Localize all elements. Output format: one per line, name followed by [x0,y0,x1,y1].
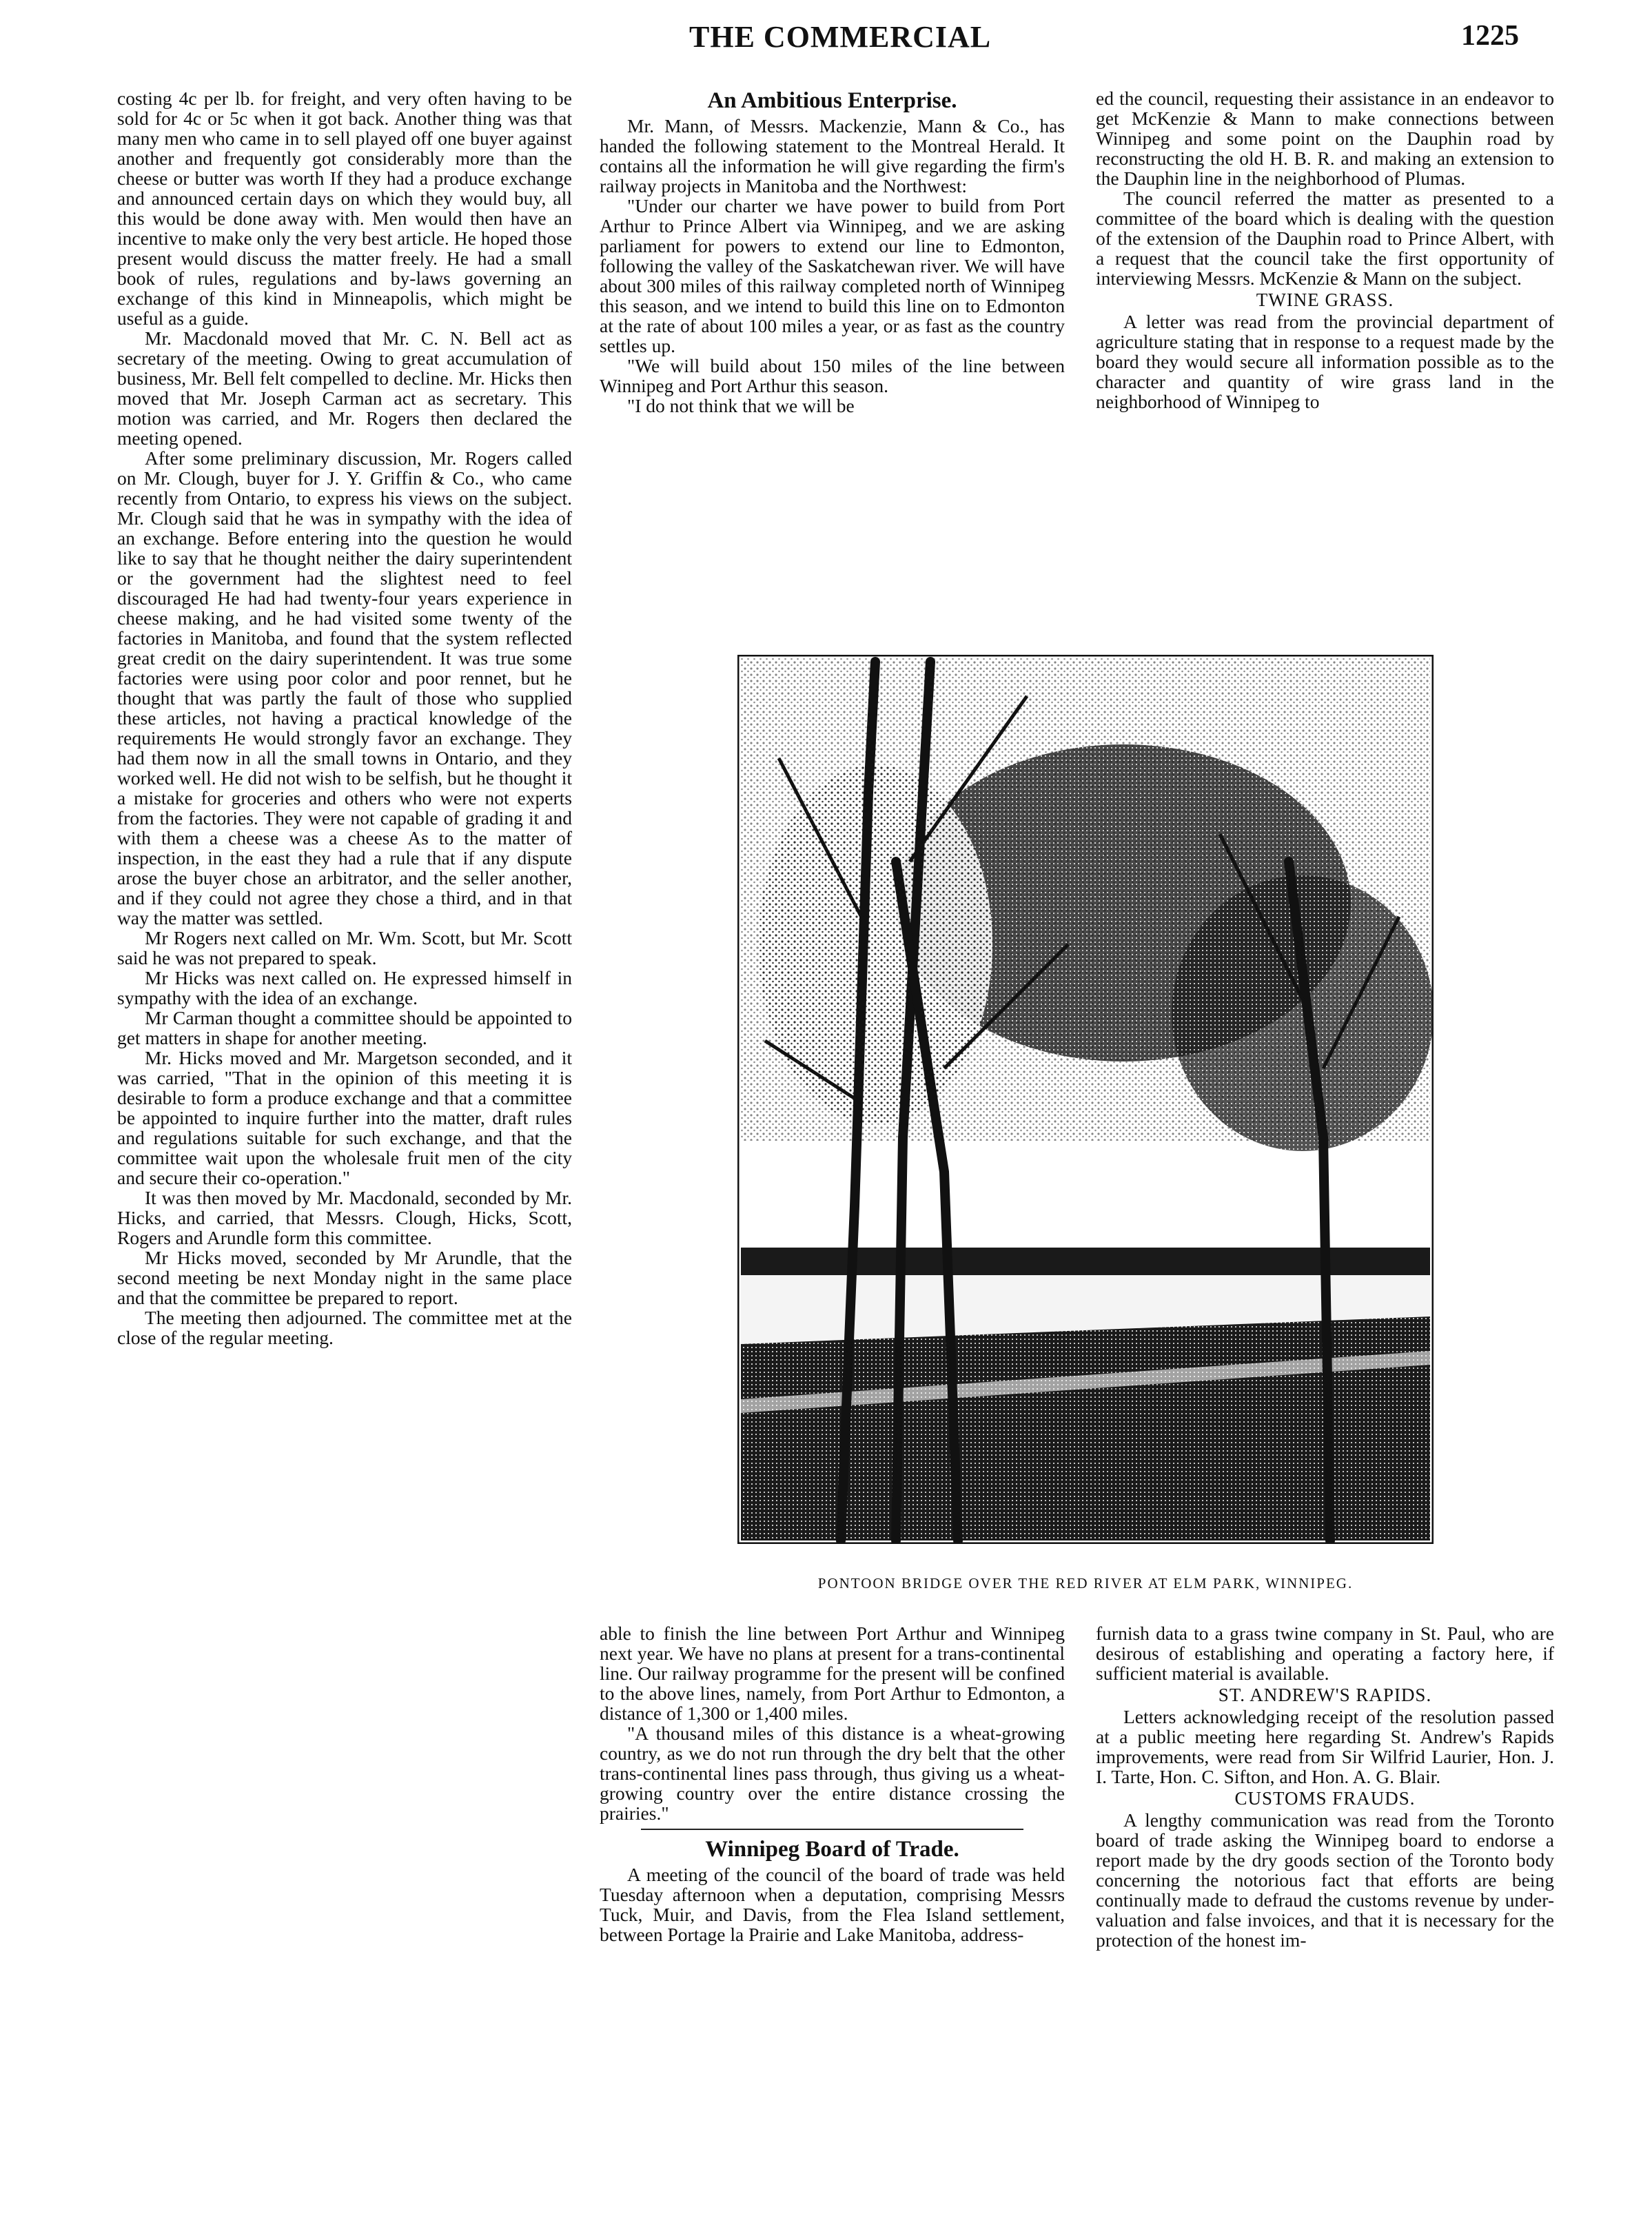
column-2-top [600,88,1065,416]
photo-illustration [737,655,1434,1544]
publication-title: THE COMMERCIAL [689,20,992,54]
paragraph: After some preliminary discussion, Mr. Rogers called on Mr. Clough, buyer for J. Y. Griffin & Co., who came recently from Ontario, to express his views on the subject. Mr. Clough said that he was in sympathy with the idea of an exchange. Before entering into the question he would like to say that he thought neither the dairy superintendent or the government had the slightest need to feel discouraged He had had twenty-four years experience in cheese making, and he had visited some twenty of the factories in Manitoba, and found that the system reflected great credit on the dairy superintendent. It was true some factories were using poor color and poor rennet, but he thought that was partly the fault of those who supplied these articles, not having a practical knowledge of the requirements He would strongly favor an exchange. They had them now in all the small towns in Ontario, and they worked well. He did not wish to be selfish, but he thought it a mistake for groceries and others who were not experts from the factories. They were not capable of grading it and with them a cheese was a cheese As to the matter of inspection, in the east they had a rule that if any dispute arose the buyer chose an arbitrator, and the seller another, and if they could not agree they chose a third, and in that way the matter was settled. [117,447,572,928]
photo-caption: PONTOON BRIDGE OVER THE RED RIVER AT ELM PARK, WINNIPEG. [817,1575,1354,1592]
paragraph: It was then moved by Mr. Macdonald, seconded by Mr. Hicks, and carried, that Messrs. Clough, Hicks, Scott, Rogers and Arundle form this committee. [117,1187,572,1248]
paragraph: Mr. Hicks moved and Mr. Margetson seconded, and it was carried, "That in the opinion of this meeting it is desirable to form a produce exchange and that a committee be appointed to inquire further into the matter, draft rules and regulations suitable for such exchange, and that the committee wait upon the wholesale fruit men of the city and secure their co-operation." [117,1047,572,1188]
article-heading: An Ambitious Enterprise. [707,88,957,113]
section-heading: ST. ANDREW'S RAPIDS. [1218,1685,1432,1705]
paragraph: ed the council, requesting their assistance in an endeavor to get McKenzie & Mann to make connections between Winnipeg and some point on the Dauphin road by reconstructing the old H. B. R. and making an extension to the Dauphin line in the neighborhood of Plumas. [1096,88,1554,189]
paragraph: The council referred the matter as presented to a committee of the board which is dealing with the question of the extension of the Dauphin road to Prince Albert, with a request that the council take the first opportunity of interviewing Messrs. McKenzie & Mann on the subject. [1096,187,1554,289]
paragraph: "A thousand miles of this distance is a wheat-growing country, as we do not run through the dry belt that the other trans-continental lines pass through, thus giving us a wheat-growing country over the entire distance crossing the prairies." [600,1722,1065,1824]
article-heading: Winnipeg Board of Trade. [705,1837,959,1862]
section-heading: TWINE GRASS. [1256,289,1394,310]
paragraph: costing 4c per lb. for freight, and very often having to be sold for 4c or 5c when it got back. Another thing was that many men who came in to sell played off one buyer against another and frequently got considerably more than the cheese or butter was worth If they had a produce exchange and announced certain days on which they would buy, all this would be done away with. Men would then have an incentive to make only the very best article. He hoped those present would discuss the matter freely. He had a small book of rules, regulations and by-laws governing an exchange of this kind in Minneapolis, which might be useful as a guide. [117,88,572,329]
paragraph: A meeting of the council of the board of trade was held Tuesday afternoon when a deputation, comprising Messrs Tuck, Muir, and Davis, from the Flea Island settlement, between Portage la Prairie and Lake Manitoba, address- [600,1864,1065,1945]
paragraph: Mr Hicks was next called on. He expressed himself in sympathy with the idea of an exchange. [117,967,572,1008]
page-header [0,19,1652,68]
paragraph: "I do not think that we will be [627,395,855,416]
section-heading: CUSTOMS FRAUDS. [1234,1788,1416,1809]
paragraph: "We will build about 150 miles of the line between Winnipeg and Port Arthur this season. [600,355,1065,396]
paragraph: able to finish the line between Port Arthur and Winnipeg next year. We have no plans at present for a trans-continental line. Our railway programme for the present will be confined to the above lines, namely, from Port Arthur to Edmonton, a distance of 1,300 or 1,400 miles. [600,1623,1065,1724]
paragraph: A letter was read from the provincial department of agriculture stating that in response to a request made by the board they would secure all information possible as to the character and quantity of wire grass land in the neighborhood of Winnipeg to [1096,311,1554,412]
paragraph: A lengthy communication was read from the Toronto board of trade asking the Winnipeg board to endorse a report made by the dry goods section of the Toronto body concerning the notorious fact that efforts are being continually made to defraud the customs revenue by under-valuation and false invoices, and that it is necessary for the protection of the honest im- [1096,1809,1554,1951]
divider [641,1829,1023,1830]
paragraph: Letters acknowledging receipt of the resolution passed at a public meeting here regarding St. Andrew's Rapids improvements, were read from Sir Wilfrid Laurier, Hon. J. I. Tarte, Hon. C. Sifton, and Hon. A. G. Blair. [1096,1706,1554,1787]
paragraph: Mr. Macdonald moved that Mr. C. N. Bell act as secretary of the meeting. Owing to great accumulation of business, Mr. Bell felt compelled to decline. Mr. Hicks then moved that Mr. Joseph Carman act as secretary. This motion was carried, and Mr. Rogers then declared the meeting opened. [117,327,572,449]
paragraph: Mr Rogers next called on Mr. Wm. Scott, but Mr. Scott said he was not prepared to speak. [117,927,572,968]
column-3-bottom [1096,1623,1554,1950]
paragraph: furnish data to a grass twine company in St. Paul, who are desirous of establishing and operating a factory here, if sufficient material is available. [1096,1623,1554,1684]
paragraph: The meeting then adjourned. The committee met at the close of the regular meeting. [117,1307,572,1348]
paragraph: "Under our charter we have power to build from Port Arthur to Prince Albert via Winnipeg, and we are asking parliament for powers to extend our line to Edmonton, following the valley of the Saskatchewan river. We will have about 300 miles of this railway completed north of Winnipeg this season, and we intend to build this line on to Edmonton at the rate of about 100 miles a year, or as fast as the country settles up. [600,195,1065,356]
paragraph: Mr Hicks moved, seconded by Mr Arundle, that the second meeting be next Monday night in the same place and that the committee be prepared to report. [117,1247,572,1308]
paragraph: Mr Carman thought a committee should be appointed to get matters in shape for another meeting. [117,1007,572,1048]
page-number: 1225 [1461,20,1519,52]
paragraph: Mr. Mann, of Messrs. Mackenzie, Mann & Co., has handed the following statement to the Montreal Herald. It contains all the information he will give regarding the firm's railway projects in Manitoba and the Northwest: [600,115,1065,196]
photograph-pontoon-bridge [737,655,1434,1544]
column-1 [117,88,572,1348]
column-3-top [1096,88,1554,411]
column-2-bottom [600,1623,1065,1944]
